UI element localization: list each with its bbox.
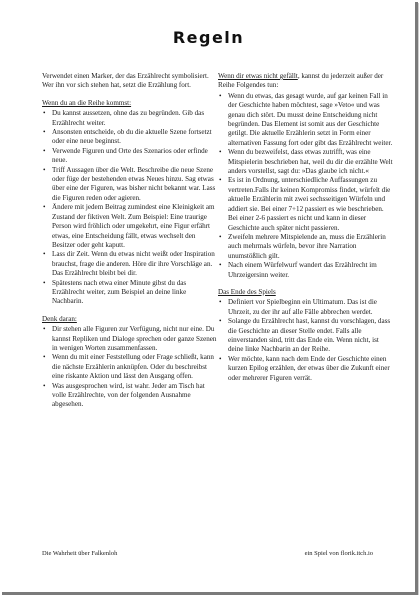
bullet-icon: • — [219, 176, 222, 185]
footer-game-title: Die Wahrheit über Falkenloh — [42, 550, 118, 557]
left-column — [42, 72, 217, 418]
section-heading-your-turn: Wenn du an die Reihe kommst: — [42, 98, 132, 107]
list-item: • Spätestens nach etwa einer Minute gibst du das Erzählrecht weiter, zum Beispiel an deine linke Nachbarin. — [43, 278, 187, 306]
bullet-icon: • — [219, 148, 222, 157]
list-item: • Es ist in Ordnung, unterschiedliche Auffassungen zu vertreten.Falls ihr keinen Kompromiss findet, würfelt die aktuelle Erzählerin mit zwei sechsseitigen Würfeln und addiert sie. Bei einer 7+12 passiert es wie beschrieben. Bei einer 2-6 passiert es nicht und kann in dieser Geschichte auch später nicht passieren. — [219, 176, 391, 232]
list-item: • Was ausgesprochen wird, ist wahr. Jeder am Tisch hat volle Erzählrechte, von der folgenden Ausnahme abgesehen. — [43, 381, 205, 409]
bullet-icon: • — [219, 298, 222, 307]
bullet-icon: • — [219, 354, 222, 363]
list-item: • Verwende Figuren und Orte des Szenarios oder erfinde neue. — [43, 146, 208, 165]
list-item: • Wer möchte, kann nach dem Ende der Geschichte einen kurzen Epilog erzählen, der etwas über die Zukunft einer oder mehrerer Figuren verrät. — [219, 354, 390, 382]
list-item: • Triff Aussagen über die Welt. Beschreibe die neue Szene oder füge der bestehenden etwas Neues hinzu. Sag etwas über eine der Figuren, was bisher nicht bekannt war. Lass die Figuren reden oder agieren. — [43, 165, 216, 202]
list-item: • Nach einem Würfelwurf wandert das Erzählrecht im Uhrzeigersinn weiter. — [219, 261, 377, 279]
remember-list — [42, 325, 217, 410]
section-heading-game-end: Das Ende des Spiels — [218, 287, 276, 296]
veto-intro: Wenn dir etwas nicht gefällt, kannst du jederzeit außer der Reihe Folgendes tun: — [218, 72, 384, 90]
list-item: • Definiert vor Spielbeginn ein Ultimatum. Das ist die Uhrzeit, zu der ihr auf alle Fälle abbrechen werdet. — [219, 298, 377, 316]
list-item: • Zweifeln mehrere Mitspielende an, muss die Erzählerin auch mehrmals würfeln, bevor ihre Narration unumstößlich gilt. — [219, 232, 386, 260]
footer-author: ein Spiel von florik.itch.io — [304, 550, 373, 557]
intro-text: Verwendet einen Marker, der das Erzählrecht symbolisiert. Wer ihn vor sich stehen hat, setzt die Erzählung fort. — [42, 72, 209, 90]
page-title: Regeln — [172, 28, 245, 47]
section-heading-remember: Denk daran: — [42, 314, 77, 323]
bullet-icon: • — [43, 165, 46, 174]
dislike-list — [218, 92, 393, 280]
list-item: • Wenn du etwas, das gesagt wurde, auf gar keinen Fall in der Geschichte haben möchtest, sage »Veto« und was genau dich stört. Du musst deine Entscheidung nicht begründen. Das Element ist somit aus der Geschichte getilgt. Die aktuelle Erzählerin setzt in Form einer alternativen Fassung fort oder gibt das Erzählrecht weiter. — [219, 91, 393, 147]
your-turn-list — [42, 109, 217, 307]
rules-page — [2, 2, 418, 595]
list-item: • Wenn du bezweifelst, dass etwas zutrifft, was eine Mitspielerin beschrieben hat, weil du dir die erzählte Welt anders vorstellst, sagt du: »Das glaube ich nicht.« — [219, 148, 393, 176]
bullet-icon: • — [43, 146, 46, 155]
bullet-icon: • — [219, 91, 222, 100]
bullet-icon: • — [43, 203, 46, 212]
right-column — [218, 72, 393, 391]
list-item: • Ansonsten entscheide, ob du die aktuelle Szene fortsetzt oder eine neue beginnst. — [43, 128, 212, 146]
bullet-icon: • — [43, 128, 46, 137]
section-heading-dislike: Wenn dir etwas nicht gefällt — [218, 72, 298, 80]
bullet-icon: • — [43, 325, 46, 334]
bullet-icon: • — [43, 353, 46, 362]
list-item: • Solange du Erzählrecht hast, kannst du vorschlagen, dass die Geschichte an dieser Stelle endet. Falls alle einverstanden sind, tritt das Ende ein. Wenn nicht, ist deine linke Nachbarin an der Reihe. — [219, 317, 391, 354]
list-item: • Lass dir Zeit. Wenn du etwas nicht weißt oder Inspiration brauchst, frage die anderen. Höre dir ihre Vorschläge an. Das Erzählrecht bleibt bei dir. — [43, 250, 215, 278]
bullet-icon: • — [43, 109, 46, 118]
list-item: • Ändere mit jedem Beitrag zumindest eine Kleinigkeit am Zustand der fiktiven Welt. Zum Beispiel: Eine traurige Person wird fröhlich oder umgekehrt, eine Figur erfährt etwas, eine Entscheidung fällt, etwas wechselt den Besitzer oder geht kaputt. — [43, 203, 215, 249]
game-end-list — [218, 298, 393, 383]
bullet-icon: • — [219, 261, 222, 270]
bullet-icon: • — [43, 250, 46, 259]
bullet-icon: • — [219, 232, 222, 241]
list-item: • Wenn du mit einer Feststellung oder Frage schließt, kann die nächste Erzählerin anknüpfen. Oder du beschreibst eine riskante Aktion und lässt den Ausgang offen. — [43, 353, 214, 381]
list-item: • Dir stehen alle Figuren zur Verfügung, nicht nur eine. Du kannst Repliken und Dialoge sprechen oder ganze Szenen in wenigen Worten zusammenfassen. — [43, 325, 217, 352]
list-item: • Du kannst aussetzen, ohne das zu begründen. Gib das Erzählrecht weiter. — [43, 109, 205, 127]
bullet-icon: • — [43, 278, 46, 287]
bullet-icon: • — [219, 317, 222, 326]
bullet-icon: • — [43, 381, 46, 390]
